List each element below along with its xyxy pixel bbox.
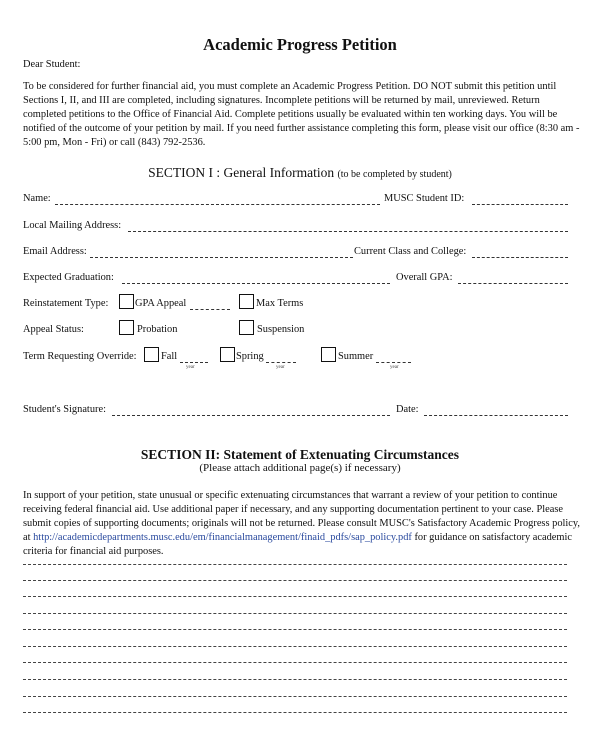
gpa-appeal-line[interactable]	[190, 309, 230, 310]
spring-year-caption: year	[276, 365, 285, 370]
statement-line[interactable]	[23, 712, 567, 713]
reinstatement-label: Reinstatement Type:	[23, 298, 109, 309]
greeting: Dear Student:	[23, 59, 81, 70]
section2-text-before-link: In support of your petition, state unusual or specific extenuating circumstances that warrant a review of your petition to continue receiving federal financial aid. Use additional paper if necessary, and any supporting documentation pertinent to your case. Please submit copies of supporting documents; originals will not be returned. Please consult MUSC's Satisfactory Academic Progress policy, at	[23, 490, 581, 543]
page-title: Academic Progress Petition	[203, 35, 397, 54]
sap-policy-link[interactable]: http://academicdepartments.musc.edu/em/financialmanagement/finaid_pdfs/sap_policy.pdf	[33, 532, 412, 543]
class-college-label: Current Class and College:	[354, 246, 467, 257]
section2-title: SECTION II: Statement of Extenuating Circumstances	[140, 447, 460, 462]
spring-year-field[interactable]	[266, 362, 296, 363]
section1-heading	[0, 165, 600, 181]
fall-checkbox[interactable]	[144, 347, 159, 362]
section2-paragraph	[23, 489, 583, 559]
section1-note: (to be completed by student)	[337, 169, 452, 180]
email-label: Email Address:	[23, 246, 87, 257]
name-label: Name:	[23, 193, 51, 204]
suspension-label: Suspension	[257, 324, 305, 335]
term-override-label: Term Requesting Override:	[23, 351, 137, 362]
spring-checkbox[interactable]	[220, 347, 235, 362]
section1-title: SECTION I : General Information	[148, 165, 335, 180]
statement-line[interactable]	[23, 613, 567, 614]
summer-year-caption: year	[390, 365, 399, 370]
suspension-checkbox[interactable]	[239, 320, 254, 335]
section2-heading	[0, 447, 600, 463]
summer-year-field[interactable]	[376, 362, 411, 363]
max-terms-label: Max Terms	[256, 298, 304, 309]
statement-line[interactable]	[23, 596, 567, 597]
section2-subheading: (Please attach additional page(s) if necessary)	[199, 462, 401, 474]
fall-year-field[interactable]	[180, 362, 208, 363]
mailing-address-label: Local Mailing Address:	[23, 220, 122, 231]
appeal-status-label: Appeal Status:	[23, 324, 84, 335]
probation-label: Probation	[137, 324, 178, 335]
date-field[interactable]	[424, 415, 568, 416]
student-id-label: MUSC Student ID:	[384, 193, 465, 204]
probation-checkbox[interactable]	[119, 320, 134, 335]
signature-field[interactable]	[112, 415, 390, 416]
gpa-label: Overall GPA:	[396, 272, 453, 283]
class-college-field[interactable]	[472, 257, 568, 258]
name-field[interactable]	[55, 204, 380, 205]
statement-line[interactable]	[23, 662, 567, 663]
mailing-address-field[interactable]	[128, 231, 568, 232]
intro-paragraph: To be considered for further financial aid, you must complete an Academic Progress Petition. DO NOT submit this petition until Sections I, II, and III are completed, including signatures. Incomplete petitions will be returned by mail, unreviewed. Return completed petitions to the Office of Financial Aid. Complete petitions usually be evaluated within ten working days. You will be notified of the outcome of your petition by mail. If you need further assistance completing this form, please visit our office (8:30 am - 5:00 pm, Mon - Fri) or call (843) 792-2536.	[23, 81, 580, 148]
signature-label: Student's Signature:	[23, 404, 106, 415]
statement-line[interactable]	[23, 629, 567, 630]
section2-text-after-link: for guidance on satisfactory academic criteria for financial aid purposes.	[23, 532, 572, 557]
statement-line[interactable]	[23, 679, 567, 680]
statement-line[interactable]	[23, 646, 567, 647]
date-label: Date:	[396, 404, 419, 415]
statement-line[interactable]	[23, 580, 567, 581]
gpa-appeal-checkbox[interactable]	[119, 294, 134, 309]
gpa-appeal-label: GPA Appeal	[135, 298, 187, 309]
spring-label: Spring	[236, 351, 264, 362]
statement-line[interactable]	[23, 564, 567, 565]
statement-line[interactable]	[23, 696, 567, 697]
max-terms-checkbox[interactable]	[239, 294, 254, 309]
fall-label: Fall	[161, 351, 178, 362]
graduation-label: Expected Graduation:	[23, 272, 114, 283]
summer-label: Summer	[338, 351, 374, 362]
email-field[interactable]	[90, 257, 353, 258]
graduation-field[interactable]	[122, 283, 390, 284]
fall-year-caption: year	[186, 365, 195, 370]
gpa-field[interactable]	[458, 283, 568, 284]
summer-checkbox[interactable]	[321, 347, 336, 362]
student-id-field[interactable]	[472, 204, 568, 205]
